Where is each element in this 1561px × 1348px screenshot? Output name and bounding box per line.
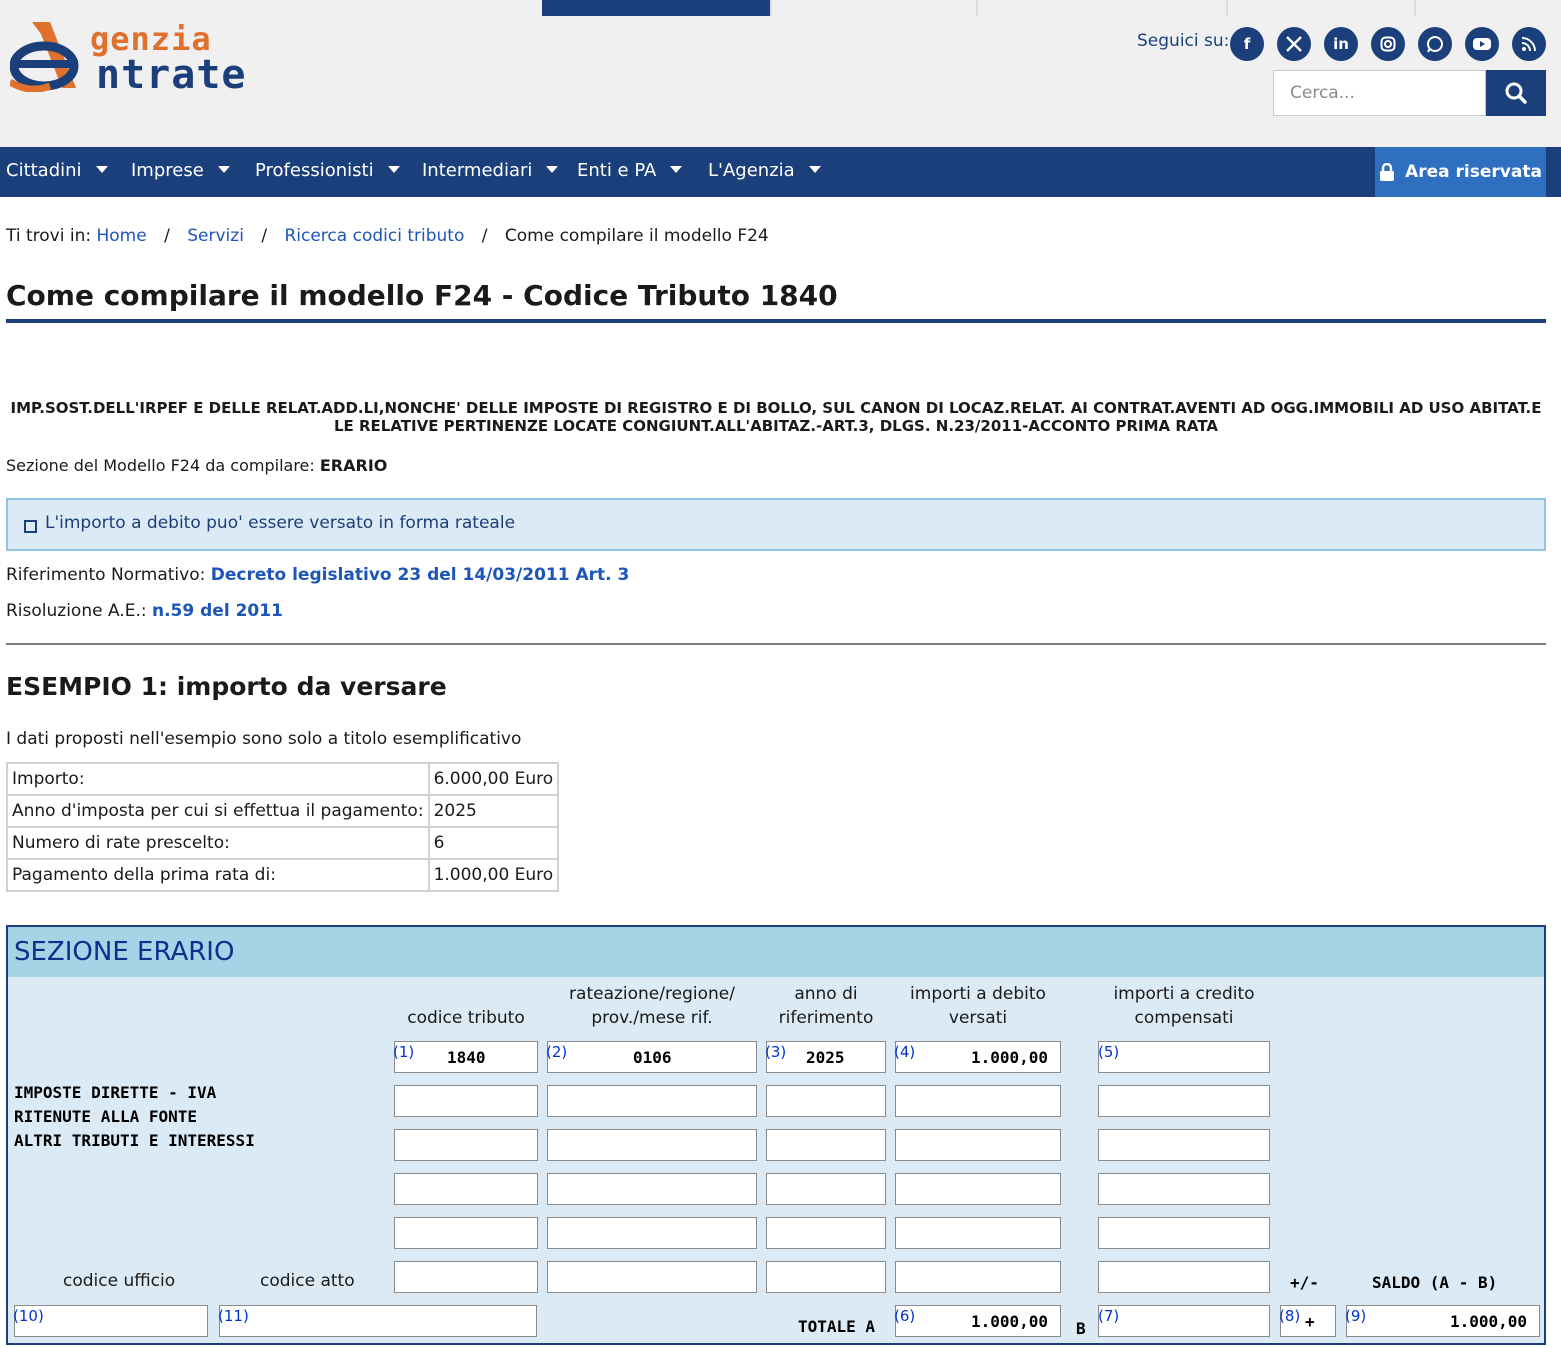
nav-label: Professionisti: [255, 160, 374, 181]
table-cell-value: 1.000,00 Euro: [429, 859, 559, 891]
saldo-label: SALDO (A - B): [1372, 1273, 1498, 1292]
facebook-icon[interactable]: f: [1230, 27, 1264, 61]
marker-2: (2): [546, 1043, 568, 1061]
col-rateazione: [547, 982, 757, 1030]
top-divider: [976, 0, 978, 16]
codice-atto-label: codice atto: [260, 1271, 355, 1291]
table-row: [7, 795, 558, 827]
breadcrumb-separator: /: [481, 226, 488, 246]
credito-field[interactable]: [1098, 1217, 1270, 1249]
breadcrumb-prefix: Ti trovi in:: [6, 226, 92, 246]
totale-a-field[interactable]: [895, 1305, 1061, 1337]
breadcrumb: [6, 226, 769, 246]
debito-field[interactable]: [895, 1261, 1061, 1293]
col-rateazione-line1: rateazione/regione/: [569, 984, 735, 1004]
table-cell-value: 6: [429, 827, 559, 859]
rateale-notice: [6, 498, 1546, 551]
site-header: [0, 0, 1561, 147]
debito-value: 1.000,00: [970, 1048, 1048, 1067]
search-input[interactable]: Cerca...: [1273, 70, 1486, 116]
logo-text-ntrate: ntrate: [96, 52, 247, 98]
codice-tributo-field[interactable]: [394, 1041, 538, 1073]
rateazione-field[interactable]: [547, 1261, 757, 1293]
rateazione-value: 0106: [633, 1048, 672, 1067]
nav-item-agenzia[interactable]: [708, 147, 821, 197]
logo-mark-icon: [10, 16, 84, 92]
esempio-table: [6, 762, 559, 892]
instagram-icon[interactable]: [1371, 27, 1405, 61]
table-cell-label: Numero di rate prescelto:: [7, 827, 429, 859]
area-riservata-label: Area riservata: [1405, 162, 1542, 182]
nav-label: L'Agenzia: [708, 160, 795, 181]
codice-tributo-field[interactable]: [394, 1217, 538, 1249]
breadcrumb-separator: /: [164, 226, 170, 246]
col-rateazione-line2: prov./mese rif.: [591, 1008, 713, 1028]
debito-field[interactable]: [895, 1173, 1061, 1205]
table-cell-label: Anno d'imposta per cui si effettua il pagamento:: [7, 795, 429, 827]
saldo-field[interactable]: [1346, 1305, 1540, 1337]
marker-4: (4): [894, 1043, 916, 1061]
agenzia-entrate-logo[interactable]: [6, 14, 276, 96]
credito-field[interactable]: [1098, 1173, 1270, 1205]
nav-label: Cittadini: [6, 160, 82, 181]
codice-tributo-field[interactable]: [394, 1173, 538, 1205]
marker-6: (6): [894, 1307, 916, 1325]
col-anno-line2: riferimento: [778, 1008, 874, 1028]
codice-tributo-field[interactable]: [394, 1129, 538, 1161]
codice-tributo-value: 1840: [447, 1048, 486, 1067]
col-credito-line1: importi a credito: [1113, 984, 1255, 1004]
rateazione-field[interactable]: [547, 1129, 757, 1161]
table-cell-label: Importo:: [7, 763, 429, 795]
checkbox-icon: [24, 520, 37, 533]
youtube-icon[interactable]: [1465, 27, 1499, 61]
sezione-value: ERARIO: [319, 456, 388, 475]
marker-9: (9): [1345, 1307, 1367, 1325]
marker-10: (10): [13, 1307, 44, 1325]
credito-field[interactable]: [1098, 1261, 1270, 1293]
title-divider: [6, 319, 1546, 323]
rif-label: Riferimento Normativo:: [6, 565, 206, 585]
totale-b-label: B: [1076, 1319, 1086, 1338]
linkedin-icon[interactable]: in: [1324, 27, 1358, 61]
marker-11: (11): [218, 1307, 249, 1325]
marker-8: (8): [1279, 1307, 1301, 1325]
table-row: [7, 763, 558, 795]
f24-sezione-erario: [6, 925, 1546, 1345]
nav-label: Enti e PA: [577, 160, 657, 181]
tributo-description: IMP.SOST.DELL'IRPEF E DELLE RELAT.ADD.LI,NONCHE' DELLE IMPOSTE DI REGISTRO E DI BOLLO, SUL CANON DI LOCAZ.RELAT. AI CONTRAT.AVENTI AD OGG.IMMOBILI AD USO ABITAT.E LE RELATIVE PERTINENZE LOCATE CONGIUNT.ALL'ABITAZ.-ART.3, DLGS. N.23/2011-ACCONTO PRIMA RATA: [10, 399, 1542, 435]
chevron-down-icon: [218, 166, 230, 173]
riferimento-normativo: [6, 565, 629, 585]
debito-field[interactable]: [895, 1129, 1061, 1161]
whatsapp-icon[interactable]: [1418, 27, 1452, 61]
label-imposte-dirette: IMPOSTE DIRETTE - IVA: [14, 1083, 217, 1102]
top-divider: [770, 0, 772, 16]
totale-a-label: TOTALE A: [798, 1317, 876, 1336]
col-codice-tributo: codice tributo: [407, 1008, 525, 1028]
rif-link[interactable]: Decreto legislativo 23 del 14/03/2011 Art. 3: [210, 565, 630, 585]
credito-field[interactable]: [1098, 1041, 1270, 1073]
col-debito-line2: versati: [948, 1008, 1008, 1028]
label-ritenute: RITENUTE ALLA FONTE: [14, 1107, 198, 1126]
sezione-label: Sezione del Modello F24 da compilare:: [6, 456, 315, 475]
anno-field[interactable]: [766, 1173, 886, 1205]
table-cell-value: 2025: [429, 795, 559, 827]
codice-ufficio-label: codice ufficio: [63, 1271, 176, 1291]
anno-field[interactable]: [766, 1085, 886, 1117]
nav-item-intermediari[interactable]: [422, 147, 558, 197]
rateazione-field[interactable]: [547, 1085, 757, 1117]
totale-b-field[interactable]: [1098, 1305, 1270, 1337]
nav-item-professionisti[interactable]: [255, 147, 400, 197]
credito-field[interactable]: [1098, 1085, 1270, 1117]
f24-header: [8, 927, 1544, 977]
anno-field[interactable]: [766, 1217, 886, 1249]
codice-atto-field[interactable]: [219, 1305, 537, 1337]
codice-tributo-field[interactable]: [394, 1261, 538, 1293]
nav-label: Imprese: [131, 160, 204, 181]
anno-field[interactable]: [766, 1129, 886, 1161]
label-altri-tributi: ALTRI TRIBUTI E INTERESSI: [14, 1131, 255, 1150]
debito-field[interactable]: [895, 1217, 1061, 1249]
nav-item-imprese[interactable]: [131, 147, 230, 197]
nav-label: Intermediari: [422, 160, 533, 181]
area-riservata-button[interactable]: [1375, 147, 1546, 197]
chevron-down-icon: [388, 166, 400, 173]
chevron-down-icon: [809, 166, 821, 173]
table-row: [7, 827, 558, 859]
rateazione-field[interactable]: [547, 1041, 757, 1073]
f24-title: SEZIONE ERARIO: [14, 937, 235, 967]
top-divider: [1226, 0, 1228, 16]
segno-label: +/-: [1290, 1273, 1319, 1292]
rss-icon[interactable]: [1512, 27, 1546, 61]
nav-item-enti-pa[interactable]: [577, 147, 682, 197]
breadcrumb-current: Come compilare il modello F24: [504, 226, 769, 246]
col-debito: [895, 982, 1061, 1030]
risoluzione: [6, 601, 283, 621]
page-title: Come compilare il modello F24 - Codice Tributo 1840: [6, 279, 838, 312]
esempio-note: I dati proposti nell'esempio sono solo a titolo esemplificativo: [6, 729, 522, 749]
segno-value: +: [1305, 1312, 1315, 1331]
col-credito: [1098, 982, 1270, 1030]
social-label: Seguici su:: [1137, 31, 1230, 51]
saldo-value: 1.000,00: [1449, 1312, 1527, 1331]
codice-tributo-field[interactable]: [394, 1085, 538, 1117]
search-icon: [1504, 81, 1528, 105]
main-nav: [0, 147, 1561, 197]
col-anno-line1: anno di: [794, 984, 858, 1004]
ris-link[interactable]: n.59 del 2011: [152, 601, 283, 621]
col-credito-line2: compensati: [1134, 1008, 1234, 1028]
anno-field[interactable]: [766, 1261, 886, 1293]
table-cell-value: 6.000,00 Euro: [429, 763, 559, 795]
col-anno: [766, 982, 886, 1030]
breadcrumb-separator: /: [261, 226, 268, 246]
sezione-line: [6, 456, 387, 475]
chevron-down-icon: [96, 166, 108, 173]
x-icon[interactable]: [1277, 27, 1311, 61]
esempio-title: ESEMPIO 1: importo da versare: [6, 672, 447, 701]
marker-1: (1): [393, 1043, 415, 1061]
ris-label: Risoluzione A.E.:: [6, 601, 147, 621]
logo-text-genzia: genzia: [90, 20, 212, 58]
breadcrumb-home-link[interactable]: Home: [96, 226, 147, 246]
chevron-down-icon: [546, 166, 558, 173]
rateazione-field[interactable]: [547, 1217, 757, 1249]
top-tab-active[interactable]: [542, 0, 770, 16]
chevron-down-icon: [670, 166, 682, 173]
marker-3: (3): [765, 1043, 787, 1061]
lock-icon: [1379, 163, 1395, 181]
top-divider: [1414, 0, 1416, 16]
table-cell-label: Pagamento della prima rata di:: [7, 859, 429, 891]
breadcrumb-servizi-link[interactable]: Servizi: [187, 226, 244, 246]
anno-value: 2025: [806, 1048, 845, 1067]
debito-field[interactable]: [895, 1041, 1061, 1073]
nav-item-cittadini[interactable]: [6, 147, 108, 197]
search-button[interactable]: [1486, 70, 1546, 116]
rateazione-field[interactable]: [547, 1173, 757, 1205]
breadcrumb-ricerca-link[interactable]: Ricerca codici tributo: [284, 226, 465, 246]
section-divider: [6, 643, 1546, 645]
totale-a-value: 1.000,00: [970, 1312, 1048, 1331]
debito-field[interactable]: [895, 1085, 1061, 1117]
notice-text: L'importo a debito puo' essere versato in forma rateale: [45, 513, 516, 533]
credito-field[interactable]: [1098, 1129, 1270, 1161]
col-debito-line1: importi a debito: [910, 984, 1046, 1004]
table-row: [7, 859, 558, 891]
marker-7: (7): [1098, 1307, 1120, 1325]
marker-5: (5): [1098, 1043, 1120, 1061]
